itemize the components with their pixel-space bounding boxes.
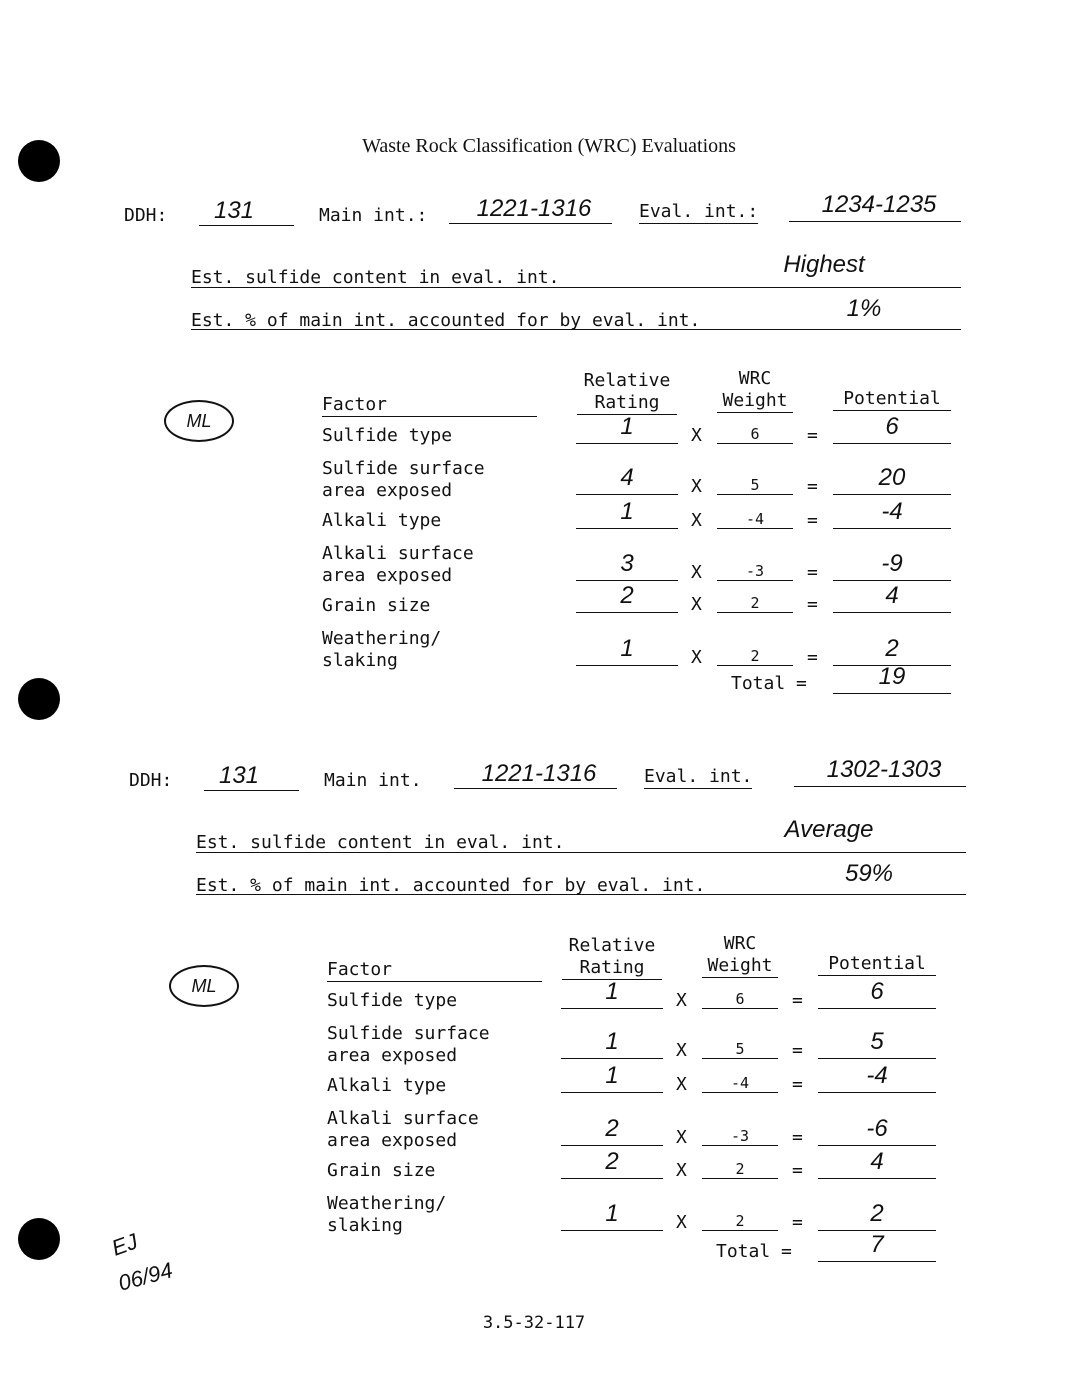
factor-label: area exposed (327, 1045, 458, 1066)
times-sign: X (676, 1040, 687, 1061)
equals-sign: = (792, 1127, 803, 1148)
potential-underline (818, 1145, 936, 1146)
potential-value: 5 (870, 1028, 884, 1055)
rating-value: 1 (605, 1200, 619, 1227)
rating-underline (576, 665, 678, 666)
weight-value: 2 (735, 1212, 745, 1230)
weight-underline (717, 494, 793, 495)
relative-header: Relative (583, 370, 671, 391)
weight-value: -4 (745, 510, 765, 528)
pct-main-value: 1% (846, 295, 882, 322)
potential-underline (833, 443, 951, 444)
factor-label: Sulfide type (322, 425, 453, 446)
total-value: 19 (878, 663, 906, 690)
times-sign: X (676, 1160, 687, 1181)
rating-header: Rating (577, 392, 677, 415)
times-sign: X (691, 647, 702, 668)
equals-sign: = (807, 594, 818, 615)
total-label: Total = (731, 673, 807, 694)
times-sign: X (691, 562, 702, 583)
weight-value: -3 (730, 1127, 750, 1145)
circled-note: ML (164, 400, 234, 442)
circled-note: ML (169, 965, 239, 1007)
factor-label: Sulfide surface (322, 458, 485, 479)
equals-sign: = (807, 476, 818, 497)
weight-underline (702, 1058, 778, 1059)
pct-main-underline (191, 329, 961, 330)
potential-value: -6 (866, 1115, 888, 1142)
weight-header: Weight (702, 955, 778, 978)
pct-main-underline (196, 894, 966, 895)
factor-label: area exposed (322, 480, 453, 501)
main-int-label: Main int.: (319, 205, 428, 226)
rating-value: 1 (605, 1028, 619, 1055)
factor-label: Alkali surface (327, 1108, 479, 1129)
potential-value: 2 (885, 635, 899, 662)
sulfide-content-underline (191, 287, 961, 288)
page-title: Waste Rock Classification (WRC) Evaluations (362, 135, 736, 157)
times-sign: X (691, 476, 702, 497)
potential-underline (818, 1178, 936, 1179)
eval-int-value: 1234-1235 (821, 191, 937, 218)
document-number: 3.5-32-117 (482, 1313, 586, 1333)
potential-underline (833, 612, 951, 613)
equals-sign: = (807, 510, 818, 531)
factor-header: Factor (327, 959, 542, 982)
relative-header: Relative (568, 935, 656, 956)
factor-label: slaking (322, 650, 398, 671)
total-label: Total = (716, 1241, 792, 1262)
rating-underline (576, 612, 678, 613)
total-underline (818, 1261, 936, 1262)
potential-header: Potential (833, 388, 951, 411)
weight-value: 5 (750, 476, 760, 494)
ddh-underline (199, 225, 294, 226)
pct-main-label: Est. % of main int. accounted for by eval. int. (196, 875, 706, 896)
wrc-header: WRC (738, 368, 772, 389)
rating-underline (576, 494, 678, 495)
factor-label: Sulfide type (327, 990, 458, 1011)
weight-underline (717, 443, 793, 444)
ddh-label: DDH: (129, 770, 173, 791)
potential-underline (833, 580, 951, 581)
eval-int-underline (794, 786, 966, 787)
potential-underline (833, 494, 951, 495)
total-underline (833, 693, 951, 694)
rating-underline (561, 1058, 663, 1059)
potential-value: 6 (885, 413, 899, 440)
factor-label: area exposed (327, 1130, 458, 1151)
potential-underline (818, 1092, 936, 1093)
rating-underline (561, 1230, 663, 1231)
factor-label: Grain size (322, 595, 431, 616)
weight-underline (717, 612, 793, 613)
weight-underline (717, 528, 793, 529)
times-sign: X (691, 425, 702, 446)
potential-underline (818, 1058, 936, 1059)
rating-value: 1 (605, 978, 619, 1005)
rating-value: 2 (620, 582, 634, 609)
equals-sign: = (792, 1212, 803, 1233)
rating-underline (561, 1008, 663, 1009)
ddh-value: 131 (218, 762, 260, 789)
signature-date: 06/94 (115, 1257, 176, 1296)
factor-label: Weathering/ (327, 1193, 447, 1214)
potential-value: 4 (885, 582, 899, 609)
sulfide-content-value: Average (784, 816, 874, 843)
weight-value: 5 (735, 1040, 745, 1058)
equals-sign: = (792, 1160, 803, 1181)
times-sign: X (676, 1074, 687, 1095)
weight-value: 6 (750, 425, 760, 443)
weight-value: -4 (730, 1074, 750, 1092)
sulfide-content-label: Est. sulfide content in eval. int. (191, 267, 560, 288)
weight-value: 2 (750, 647, 760, 665)
weight-underline (702, 1145, 778, 1146)
main-int-value: 1221-1316 (476, 195, 592, 222)
weight-underline (717, 665, 793, 666)
equals-sign: = (792, 990, 803, 1011)
potential-value: -4 (866, 1062, 888, 1089)
weight-value: -3 (745, 562, 765, 580)
times-sign: X (676, 1212, 687, 1233)
factor-label: slaking (327, 1215, 403, 1236)
times-sign: X (676, 990, 687, 1011)
rating-underline (576, 580, 678, 581)
ddh-value: 131 (213, 197, 255, 224)
rating-underline (561, 1092, 663, 1093)
main-int-underline (449, 223, 612, 224)
main-int-label: Main int. (324, 770, 422, 791)
potential-value: 2 (870, 1200, 884, 1227)
ddh-underline (204, 790, 299, 791)
weight-underline (702, 1008, 778, 1009)
punch-hole-bottom (18, 1218, 60, 1260)
potential-header: Potential (818, 953, 936, 976)
main-int-value: 1221-1316 (481, 760, 597, 787)
weight-underline (717, 580, 793, 581)
sulfide-content-label: Est. sulfide content in eval. int. (196, 832, 565, 853)
rating-value: 2 (605, 1148, 619, 1175)
weight-underline (702, 1092, 778, 1093)
eval-int-underline (789, 221, 961, 222)
potential-value: 4 (870, 1148, 884, 1175)
potential-underline (833, 528, 951, 529)
ddh-label: DDH: (124, 205, 168, 226)
main-int-underline (454, 788, 617, 789)
eval-int-value: 1302-1303 (826, 756, 942, 783)
pct-main-label: Est. % of main int. accounted for by eval. int. (191, 310, 701, 331)
factor-header: Factor (322, 394, 537, 417)
potential-underline (818, 1008, 936, 1009)
times-sign: X (676, 1127, 687, 1148)
sulfide-content-value: Highest (783, 251, 865, 278)
eval-int-label: Eval. int.: (639, 201, 759, 222)
factor-label: Grain size (327, 1160, 436, 1181)
potential-value: -4 (881, 498, 903, 525)
weight-value: 2 (735, 1160, 745, 1178)
potential-value: 6 (870, 978, 884, 1005)
rating-underline (561, 1145, 663, 1146)
factor-label: Weathering/ (322, 628, 442, 649)
rating-header: Rating (562, 957, 662, 980)
times-sign: X (691, 594, 702, 615)
equals-sign: = (807, 647, 818, 668)
pct-main-value: 59% (844, 860, 894, 887)
times-sign: X (691, 510, 702, 531)
equals-sign: = (807, 425, 818, 446)
wrc-header: WRC (723, 933, 757, 954)
weight-underline (702, 1178, 778, 1179)
rating-value: 3 (620, 550, 634, 577)
rating-value: 1 (620, 413, 634, 440)
rating-value: 2 (605, 1115, 619, 1142)
potential-value: -9 (881, 550, 903, 577)
rating-underline (576, 528, 678, 529)
weight-underline (702, 1230, 778, 1231)
rating-value: 1 (620, 635, 634, 662)
factor-label: Alkali surface (322, 543, 474, 564)
signature-initials: EJ (108, 1228, 142, 1261)
weight-value: 2 (750, 594, 760, 612)
total-value: 7 (870, 1231, 884, 1258)
weight-header: Weight (717, 390, 793, 413)
rating-value: 1 (620, 498, 634, 525)
rating-underline (561, 1178, 663, 1179)
factor-label: area exposed (322, 565, 453, 586)
rating-underline (576, 443, 678, 444)
equals-sign: = (792, 1074, 803, 1095)
factor-label: Sulfide surface (327, 1023, 490, 1044)
punch-hole-middle (18, 678, 60, 720)
factor-label: Alkali type (322, 510, 442, 531)
weight-value: 6 (735, 990, 745, 1008)
rating-value: 1 (605, 1062, 619, 1089)
equals-sign: = (807, 562, 818, 583)
eval-int-label: Eval. int. (644, 766, 753, 787)
sulfide-content-underline (196, 852, 966, 853)
equals-sign: = (792, 1040, 803, 1061)
potential-value: 20 (878, 464, 906, 491)
rating-value: 4 (620, 464, 634, 491)
factor-label: Alkali type (327, 1075, 447, 1096)
